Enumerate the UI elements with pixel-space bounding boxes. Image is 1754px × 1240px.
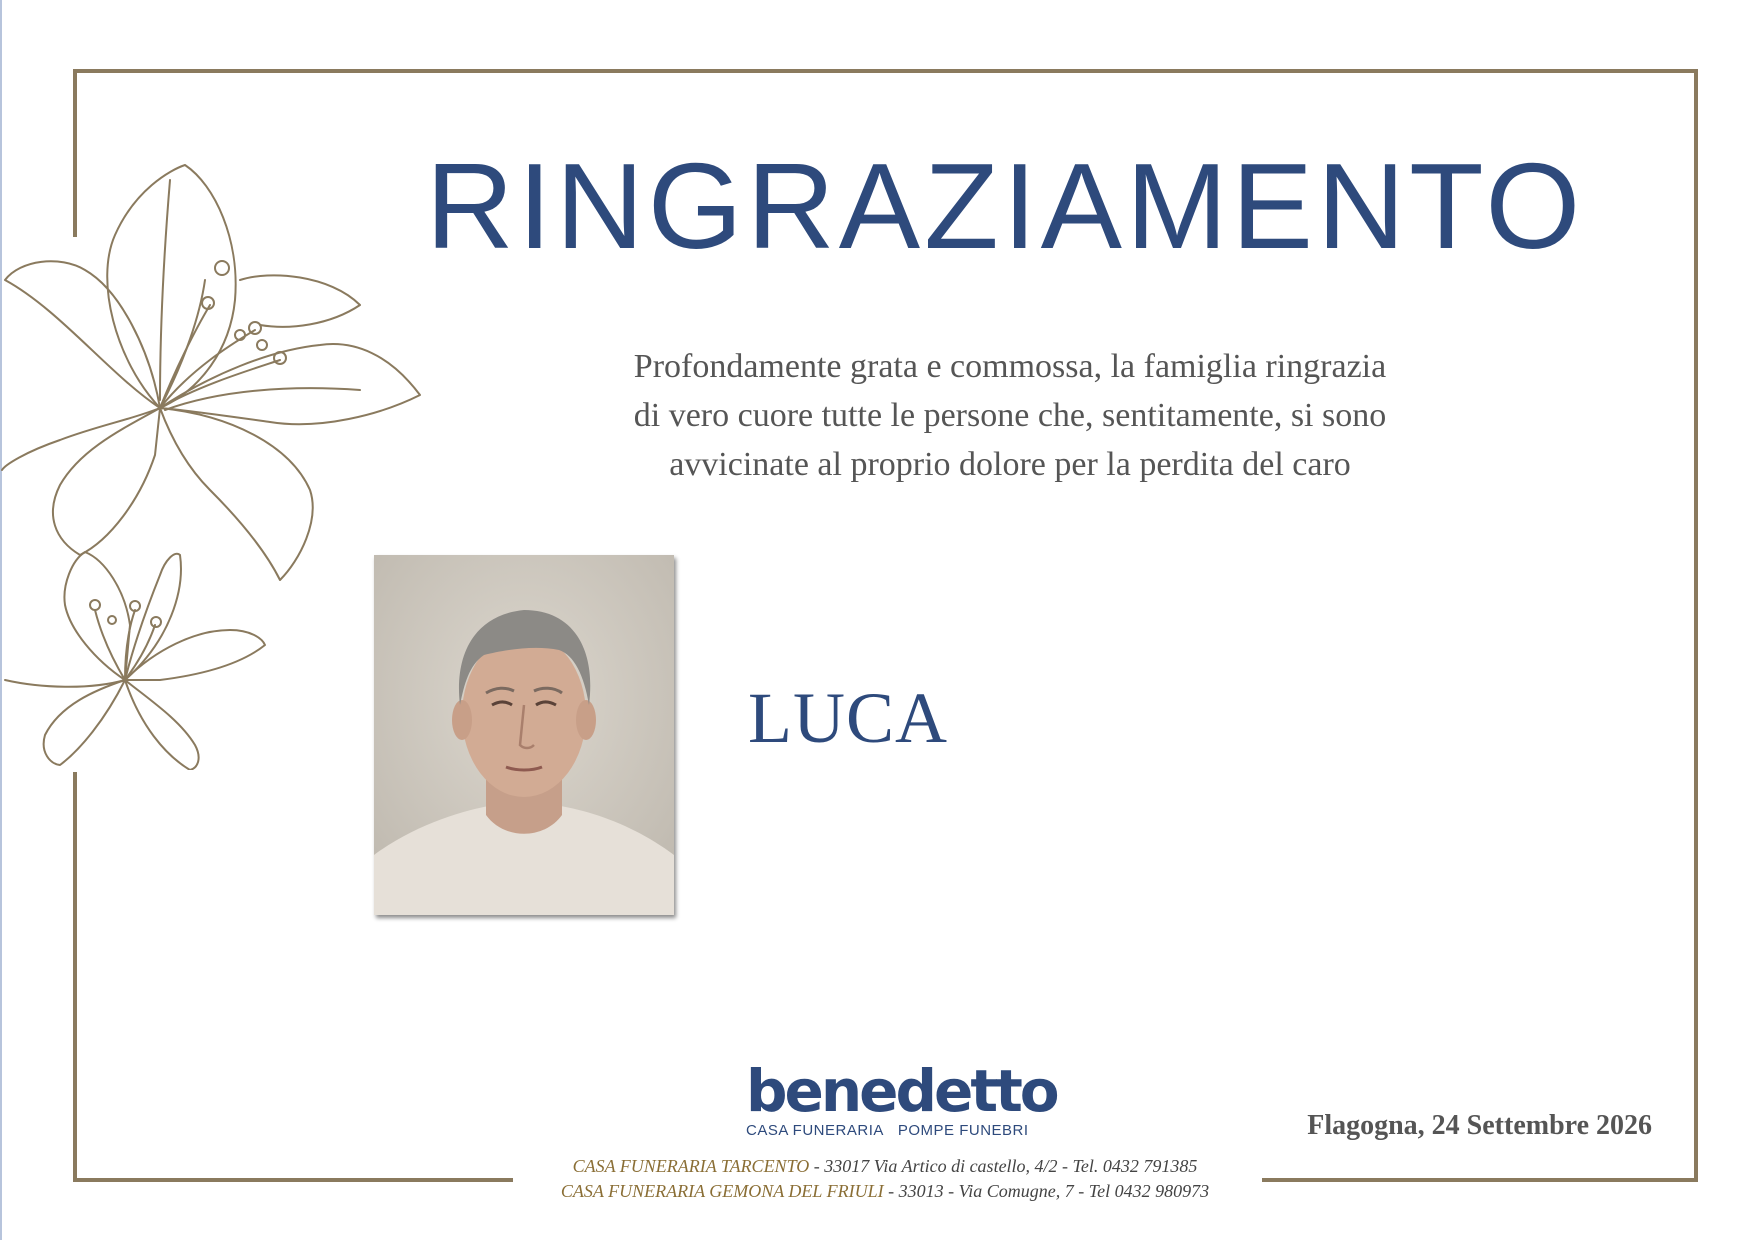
frame-border-top [73, 69, 1698, 73]
logo-tagline-left: CASA FUNERARIA [746, 1122, 884, 1139]
message-line: Profondamente grata e commossa, la famiglia ringrazia [633, 348, 1387, 385]
frame-border-bottom-left [73, 1178, 513, 1182]
portrait-photo [374, 555, 674, 915]
place-date: Flagogna, 24 Settembre 2026 [1307, 1110, 1652, 1141]
frame-border-bottom-right [1262, 1178, 1698, 1182]
deceased-name: LUCA [748, 678, 948, 758]
logo-brand: benedetto [746, 1057, 1057, 1125]
branch-details: - 33013 - Via Comugne, 7 - Tel 0432 980973 [883, 1181, 1210, 1201]
funeral-home-addresses [520, 1154, 1250, 1204]
logo-tagline-right: POMPE FUNEBRI [897, 1122, 1029, 1139]
message-line: avvicinate al proprio dolore per la perdita del caro [669, 446, 1351, 483]
funeral-home-logo [746, 1057, 1057, 1139]
thank-you-message [560, 342, 1460, 489]
frame-border-left-bottom [73, 772, 77, 1182]
message-line: di vero cuore tutte le persone che, sentitamente, si sono [633, 397, 1387, 434]
branch-name: CASA FUNERARIA GEMONA DEL FRIULI [560, 1181, 884, 1201]
address-line [520, 1179, 1250, 1204]
frame-border-right [1694, 69, 1698, 1182]
address-line [520, 1154, 1250, 1179]
branch-name: CASA FUNERARIA TARCENTO [572, 1156, 810, 1176]
branch-details: - 33017 Via Artico di castello, 4/2 - Tel. 0432 791385 [809, 1156, 1198, 1176]
page-title: RINGRAZIAMENTO [425, 138, 1585, 274]
